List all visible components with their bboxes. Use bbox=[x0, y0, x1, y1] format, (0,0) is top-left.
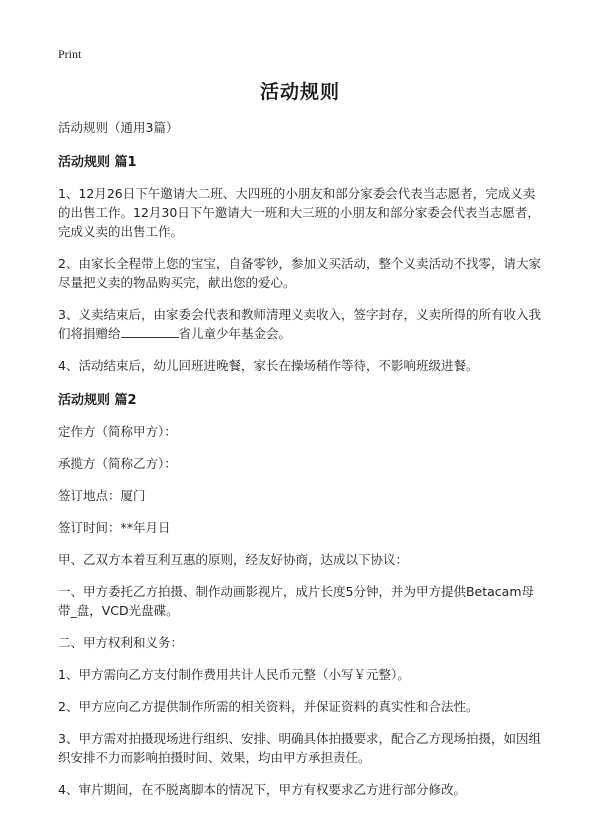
section-1-paragraph-3 bbox=[58, 305, 542, 343]
section-2-paragraph-8: 1、甲方需向乙方支付制作费用共计人民币元整（小写￥元整）。 bbox=[58, 667, 410, 682]
section-2-paragraph-4: 签订时间：**年月日 bbox=[58, 520, 171, 535]
section-1-paragraph-4: 4、活动结束后，幼儿回班进晚餐，家长在操场稍作等待，不影响班级进餐。 bbox=[58, 358, 479, 373]
section-2-paragraph-1: 定作方（简称甲方）： bbox=[58, 424, 177, 439]
section-2-paragraph-6: 一、甲方委托乙方拍摄、制作动画影视片，成片长度5分钟，并为甲方提供Betacam母带_盘，VCD光盘碟。 bbox=[58, 584, 534, 618]
paragraph-3-text-after-blank: 省儿童少年基金会。 bbox=[178, 326, 292, 341]
section-2-paragraph-9: 2、甲方应向乙方提供制作所需的相关资料，并保证资料的真实性和合法性。 bbox=[58, 699, 479, 714]
paragraph-3-text-before-blank: 3、义卖结束后，由家委会代表和教师清理义卖收入，签字封存，义卖所得的所有收入我们将捐赠给 bbox=[58, 307, 541, 341]
print-label[interactable]: Print bbox=[58, 47, 82, 61]
section-2-paragraph-2: 承揽方（简称乙方）： bbox=[58, 456, 177, 471]
section-2-paragraph-11: 4、审片期间，在不脱离脚本的情况下，甲方有权要求乙方进行部分修改。 bbox=[58, 782, 466, 797]
section-2-heading: 活动规则 篇2 bbox=[58, 393, 137, 408]
page-title: 活动规则 bbox=[259, 81, 340, 103]
section-1-paragraph-1: 1、12月26日下午邀请大二班、大四班的小朋友和部分家委会代表当志愿者，完成义卖的出售工作。12月30日下午邀请大一班和大三班的小朋友和部分家委会代表当志愿者，完成义卖的出售工作。 bbox=[58, 186, 540, 239]
section-1-paragraph-2: 2、由家长全程带上您的宝宝，自备零钞，参加义买活动，整个义卖活动不找零，请大家尽量把义卖的物品购买完，献出您的爱心。 bbox=[58, 256, 541, 290]
document-subtitle: 活动规则（通用3篇） bbox=[58, 120, 179, 135]
section-1-heading: 活动规则 篇1 bbox=[58, 155, 137, 170]
section-2-paragraph-5: 甲、乙双方本着互利互惠的原则，经友好协商，达成以下协议： bbox=[58, 552, 409, 567]
section-2-paragraph-10: 3、甲方需对拍摄现场进行组织、安排、明确具体拍摄要求，配合乙方现场拍摄，如因组织安排不力而影响拍摄时间、效果，均由甲方承担责任。 bbox=[58, 731, 541, 765]
section-2-paragraph-7: 二、甲方权利和义务： bbox=[58, 635, 184, 650]
fill-in-blank bbox=[121, 325, 179, 338]
section-2-paragraph-3: 签订地点：厦门 bbox=[58, 488, 146, 503]
